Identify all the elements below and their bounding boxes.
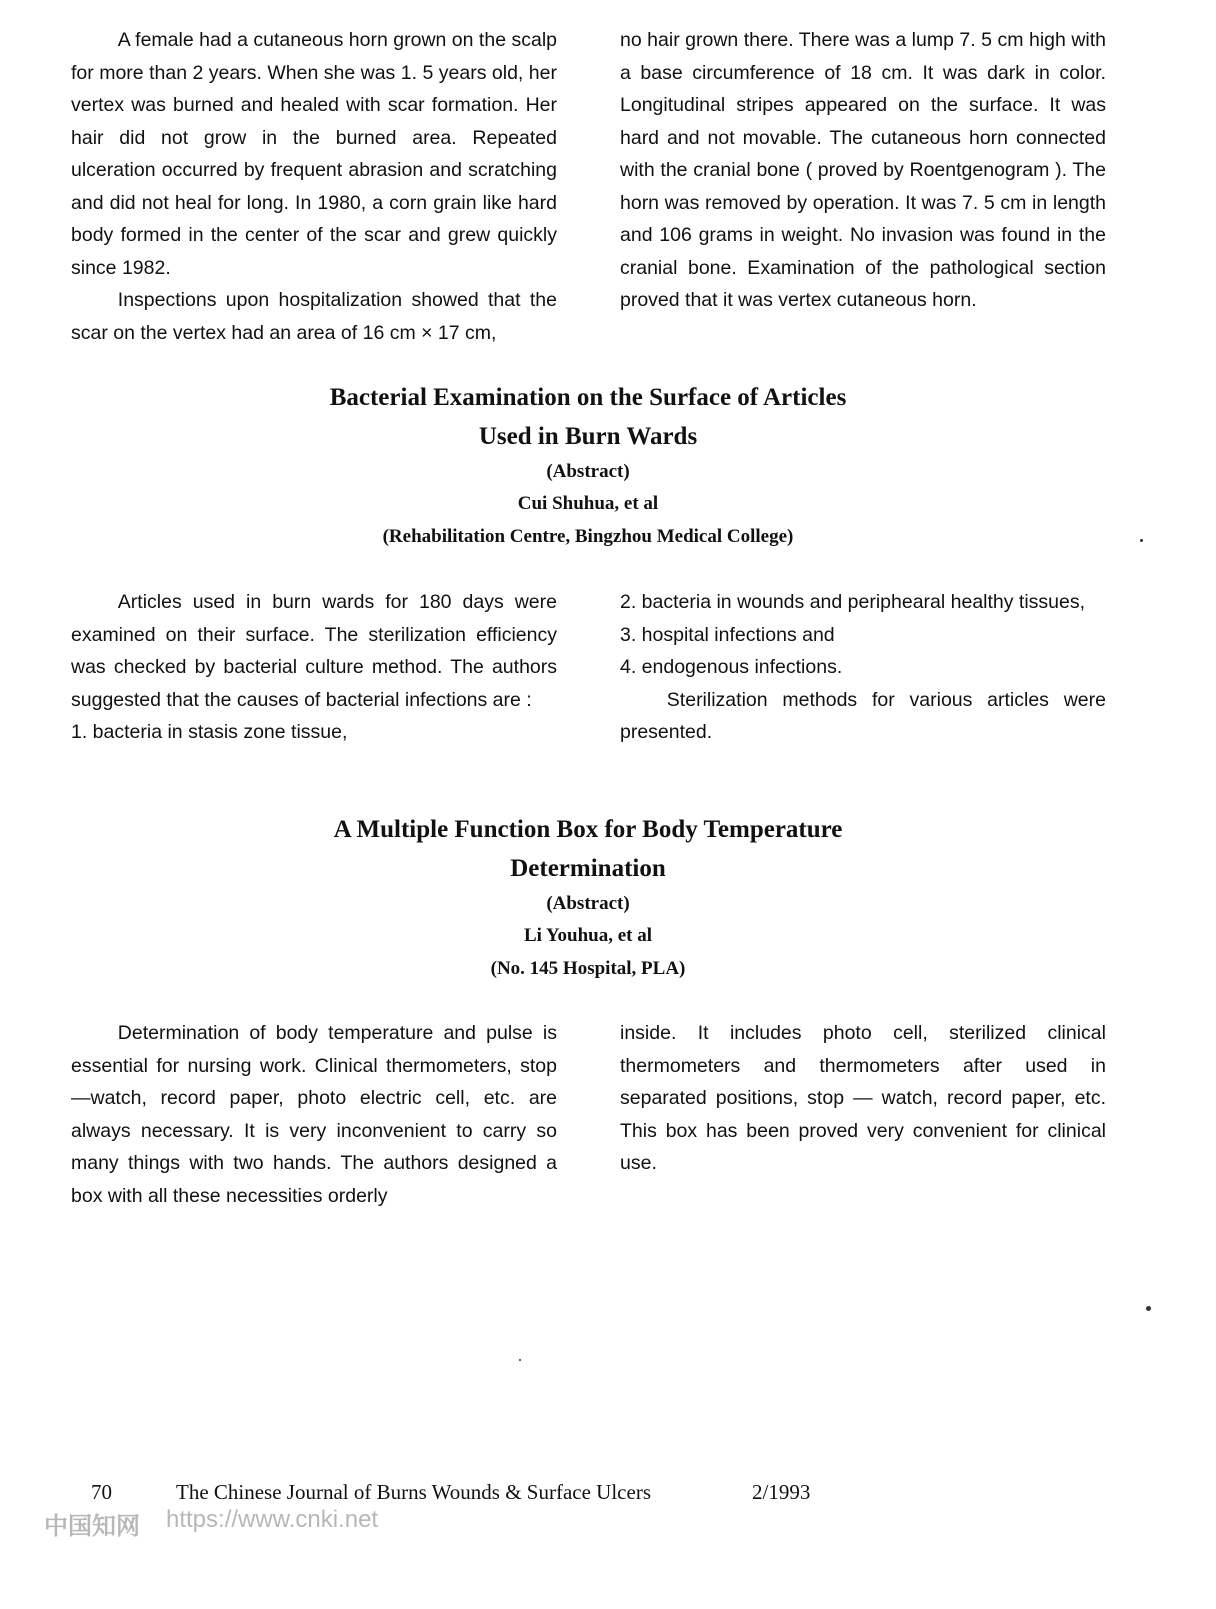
article2-list-item: 2. bacteria in wounds and periphearal healthy tissues, (620, 591, 1086, 613)
article3-affiliation: (No. 145 Hospital, PLA) (490, 958, 686, 979)
article2-title-line2: Used in Burn Wards (478, 423, 698, 450)
page-number: 70 (91, 1480, 112, 1504)
article2-authors: Cui Shuhua, et al (517, 493, 659, 514)
article2-left-column (71, 586, 557, 749)
article3-paragraph: inside. It includes photo cell, sterilized clinical thermometers and thermometers after used in separated positions, stop — watch, record paper, etc. This box has been proved very convenient for clinical use. (620, 1022, 1106, 1174)
article2-paragraph: Sterilization methods for various articles were presented. (620, 688, 1106, 743)
article3-heading (0, 810, 1176, 985)
article2-paragraph: Articles used in burn wards for 180 days were examined on their surface. The sterilization efficiency was checked by bacterial culture method. The authors suggested that the causes of bacterial infections are : (71, 591, 557, 711)
scan-speck (1146, 1306, 1151, 1311)
cnki-url-link[interactable]: https://www.cnki.net (166, 1506, 379, 1533)
article2-heading (0, 378, 1176, 553)
article1-paragraph: Inspections upon hospitalization showed that the scar on the vertex had an area of 16 cm × 17 cm, (71, 289, 557, 344)
article3-paragraph: Determination of body temperature and pulse is essential for nursing work. Clinical thermometers, stop—watch, record paper, photo electric cell, etc. are always necessary. It is very inconvenient to carry so many things with two hands. The authors designed a box with all these necessities orderly (71, 1022, 557, 1207)
scan-speck (1140, 539, 1143, 542)
scan-speck (519, 1359, 521, 1361)
article1-left-column (71, 24, 557, 349)
article2-list-item: 1. bacteria in stasis zone tissue, (71, 721, 348, 743)
article2-right-column (620, 586, 1106, 749)
article2-title-line1: Bacterial Examination on the Surface of Articles (329, 384, 847, 411)
article3-left-column (71, 1017, 557, 1212)
article3-right-column (620, 1017, 1106, 1180)
article2-affiliation: (Rehabilitation Centre, Bingzhou Medical College) (382, 526, 794, 547)
article3-title-line1: A Multiple Function Box for Body Temperature (333, 816, 843, 843)
article3-authors: Li Youhua, et al (523, 925, 653, 946)
cnki-logo: 中国知网 (44, 1513, 140, 1540)
article1-paragraph: A female had a cutaneous horn grown on the scalp for more than 2 years. When she was 1. 5 years old, her vertex was burned and healed with scar formation. Her hair did not grow in the burned area. Repeated ulceration occurred by frequent abrasion and scratching and did not heal for long. In 1980, a corn grain like hard body formed in the center of the scar and grew quickly since 1982. (71, 29, 557, 279)
article2-list-item: 3. hospital infections and (620, 623, 835, 646)
article2-list-item: 4. endogenous infections. (620, 656, 843, 678)
journal-name: The Chinese Journal of Burns Wounds & Surface Ulcers (176, 1480, 651, 1504)
issue-number: 2/1993 (752, 1480, 811, 1504)
article1-paragraph: no hair grown there. There was a lump 7. 5 cm high with a base circumference of 18 cm. It was dark in color. Longitudinal stripes appeared on the surface. It was hard and not movable. The cutaneous horn connected with the cranial bone ( proved by Roentgenogram ). The horn was removed by operation. It was 7. 5 cm in length and 106 grams in weight. No invasion was found in the cranial bone. Examination of the pathological section proved that it was vertex cutaneous horn. (620, 29, 1106, 311)
article3-abstract-label: (Abstract) (546, 893, 630, 914)
article1-right-column (620, 24, 1106, 317)
article3-title-line2: Determination (510, 855, 666, 882)
article2-abstract-label: (Abstract) (546, 461, 630, 482)
